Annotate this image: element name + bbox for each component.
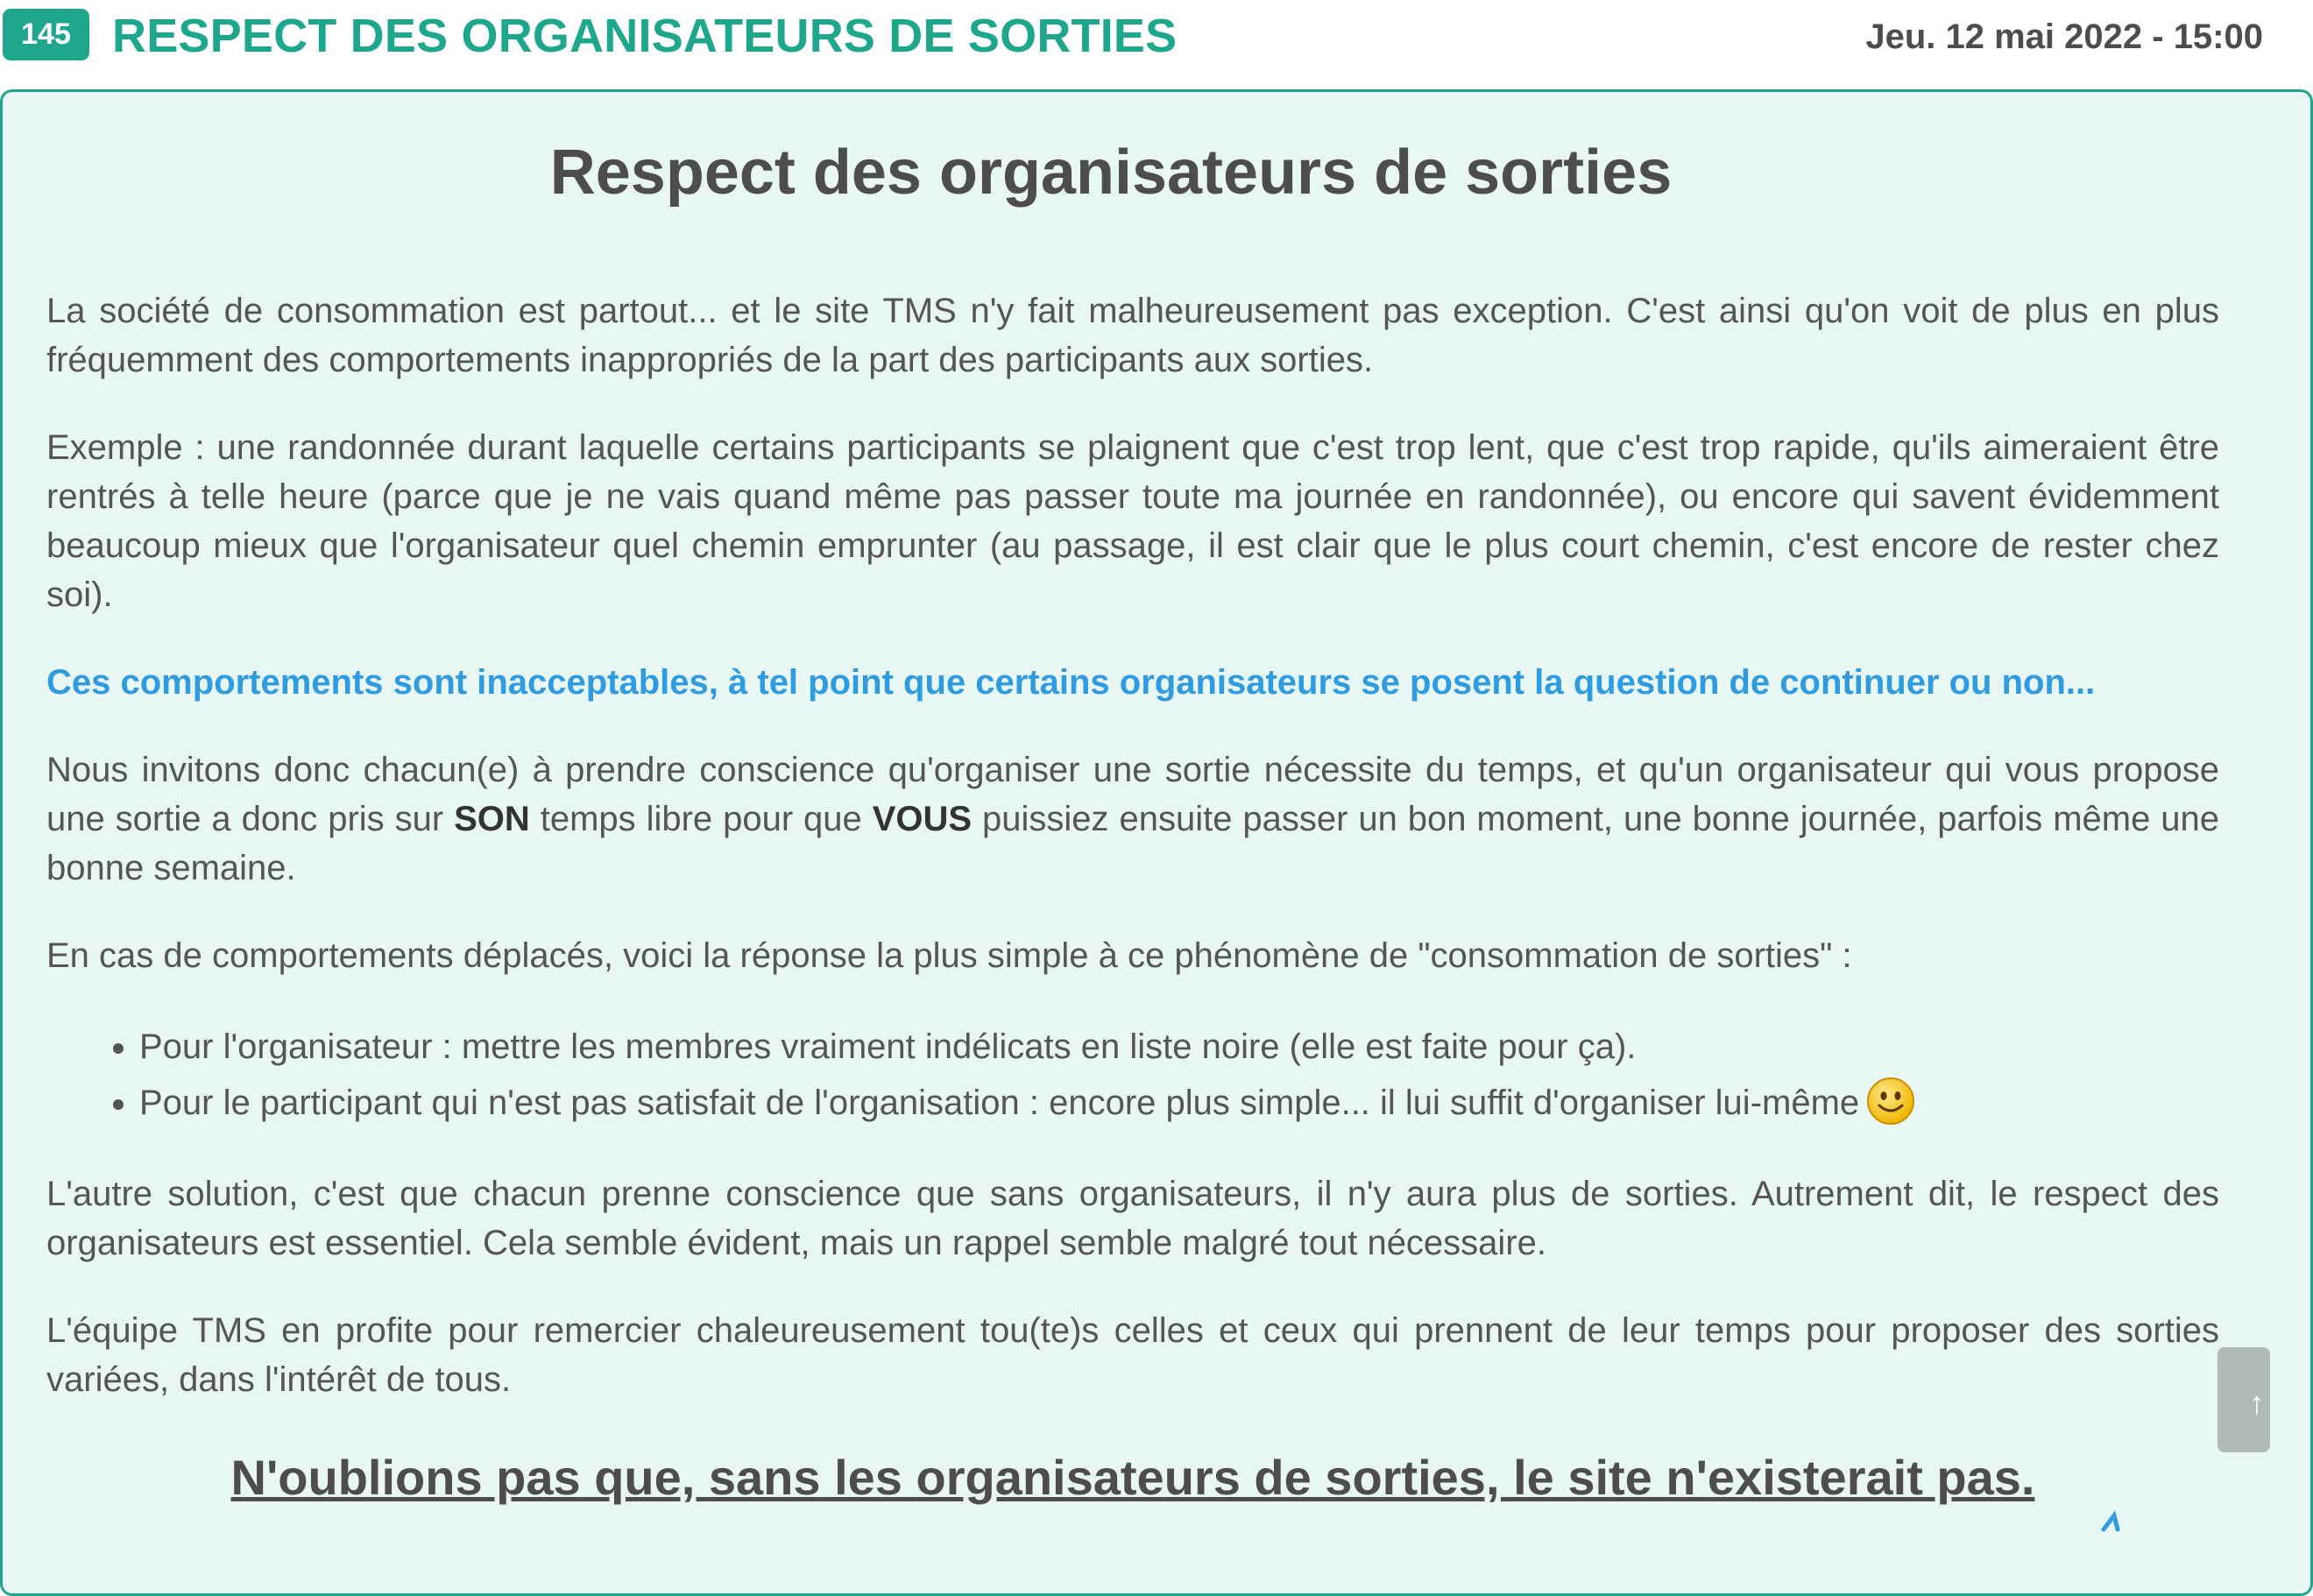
invitation-bold-vous: VOUS [872,800,973,838]
news-number-badge: 145 [3,9,89,60]
scroll-to-top-button[interactable] [2218,1347,2270,1452]
article-title: Respect des organisateurs de sorties [549,138,1673,208]
paragraph-thanks: L'équipe TMS en profite pour remercier chaleureusement tou(te)s celles et ceux qui prennent de leur temps pour proposer des sorties variées, dans l'intérêt de tous. [46,1311,2219,1399]
list-item [139,1075,2219,1131]
paragraph-solution: L'autre solution, c'est que chacun prenne conscience que sans organisateurs, il n'y aura plus de sorties. Autrement dit, le respect des organisateurs est essentiel. Cela semble évident, mais un rappel semble malgré tout nécessaire. [46,1175,2219,1262]
paragraph-example: Exemple : une randonnée durant laquelle certains participants se plaignent que c'est trop lent, que c'est trop rapide, qu'ils aimeraient être rentrés à telle heure (parce que je ne vais quand même pas passer toute ma journée en randonnée), ou encore qui savent évidemment beaucoup mieux que l'organisateur quel chemin emprunter (au passage, il est clair que le plus court chemin, c'est encore de rester chez soi). [46,428,2219,614]
invitation-text-3: puissiez ensuite passer un bon moment, une bonne journée, parfois même une bonne semaine. [46,800,2220,887]
news-header-title[interactable]: RESPECT DES ORGANISATEURS DE SORTIES [112,10,1178,62]
article-content [46,286,2219,1513]
paragraph-invitation [46,745,2219,893]
decorative-mark-icon [2098,1512,2133,1529]
news-header [0,0,2263,89]
news-date: Jeu. 12 mai 2022 - 15:00 [1865,18,2263,56]
invitation-text-1: Nous invitons donc chacun(e) à prendre conscience qu'organiser une sortie nécessite du temps, et qu'un organisateur qui vous propose une sortie a donc pris sur [46,751,2219,838]
smiley-emoji-icon [1866,1077,1915,1126]
invitation-bold-son: SON [454,800,530,838]
highlight-statement: Ces comportements sont inacceptables, à tel point que certains organisateurs se posent la question de continuer ou non... [46,663,2096,702]
list-item-text-participant: Pour le participant qui n'est pas satisfait de l'organisation : encore plus simple... il lui suffit d'organiser lui-même [139,1084,1860,1122]
paragraph-intro: La société de consommation est partout... et le site TMS n'y fait malheureusement pas exception. C'est ainsi qu'on voit de plus en plus fréquemment des comportements inappropriés de la part des participants aux sorties. [46,292,2219,379]
response-list [46,1019,2219,1131]
list-item [139,1019,2219,1075]
article-panel [0,89,2313,1596]
list-item-text-organizer: Pour l'organisateur : mettre les membres vraiment indélicats en liste noire (elle est faite pour ça). [139,1028,1637,1066]
invitation-text-2: temps libre pour que [529,800,873,838]
closing-statement: N'oublions pas que, sans les organisateurs de sorties, le site n'existerait pas. [230,1450,2035,1505]
paragraph-response: En cas de comportements déplacés, voici la réponse la plus simple à ce phénomène de "consommation de sorties" : [46,936,1852,975]
scroll-to-top-icon: ↑ [2249,1385,2265,1421]
